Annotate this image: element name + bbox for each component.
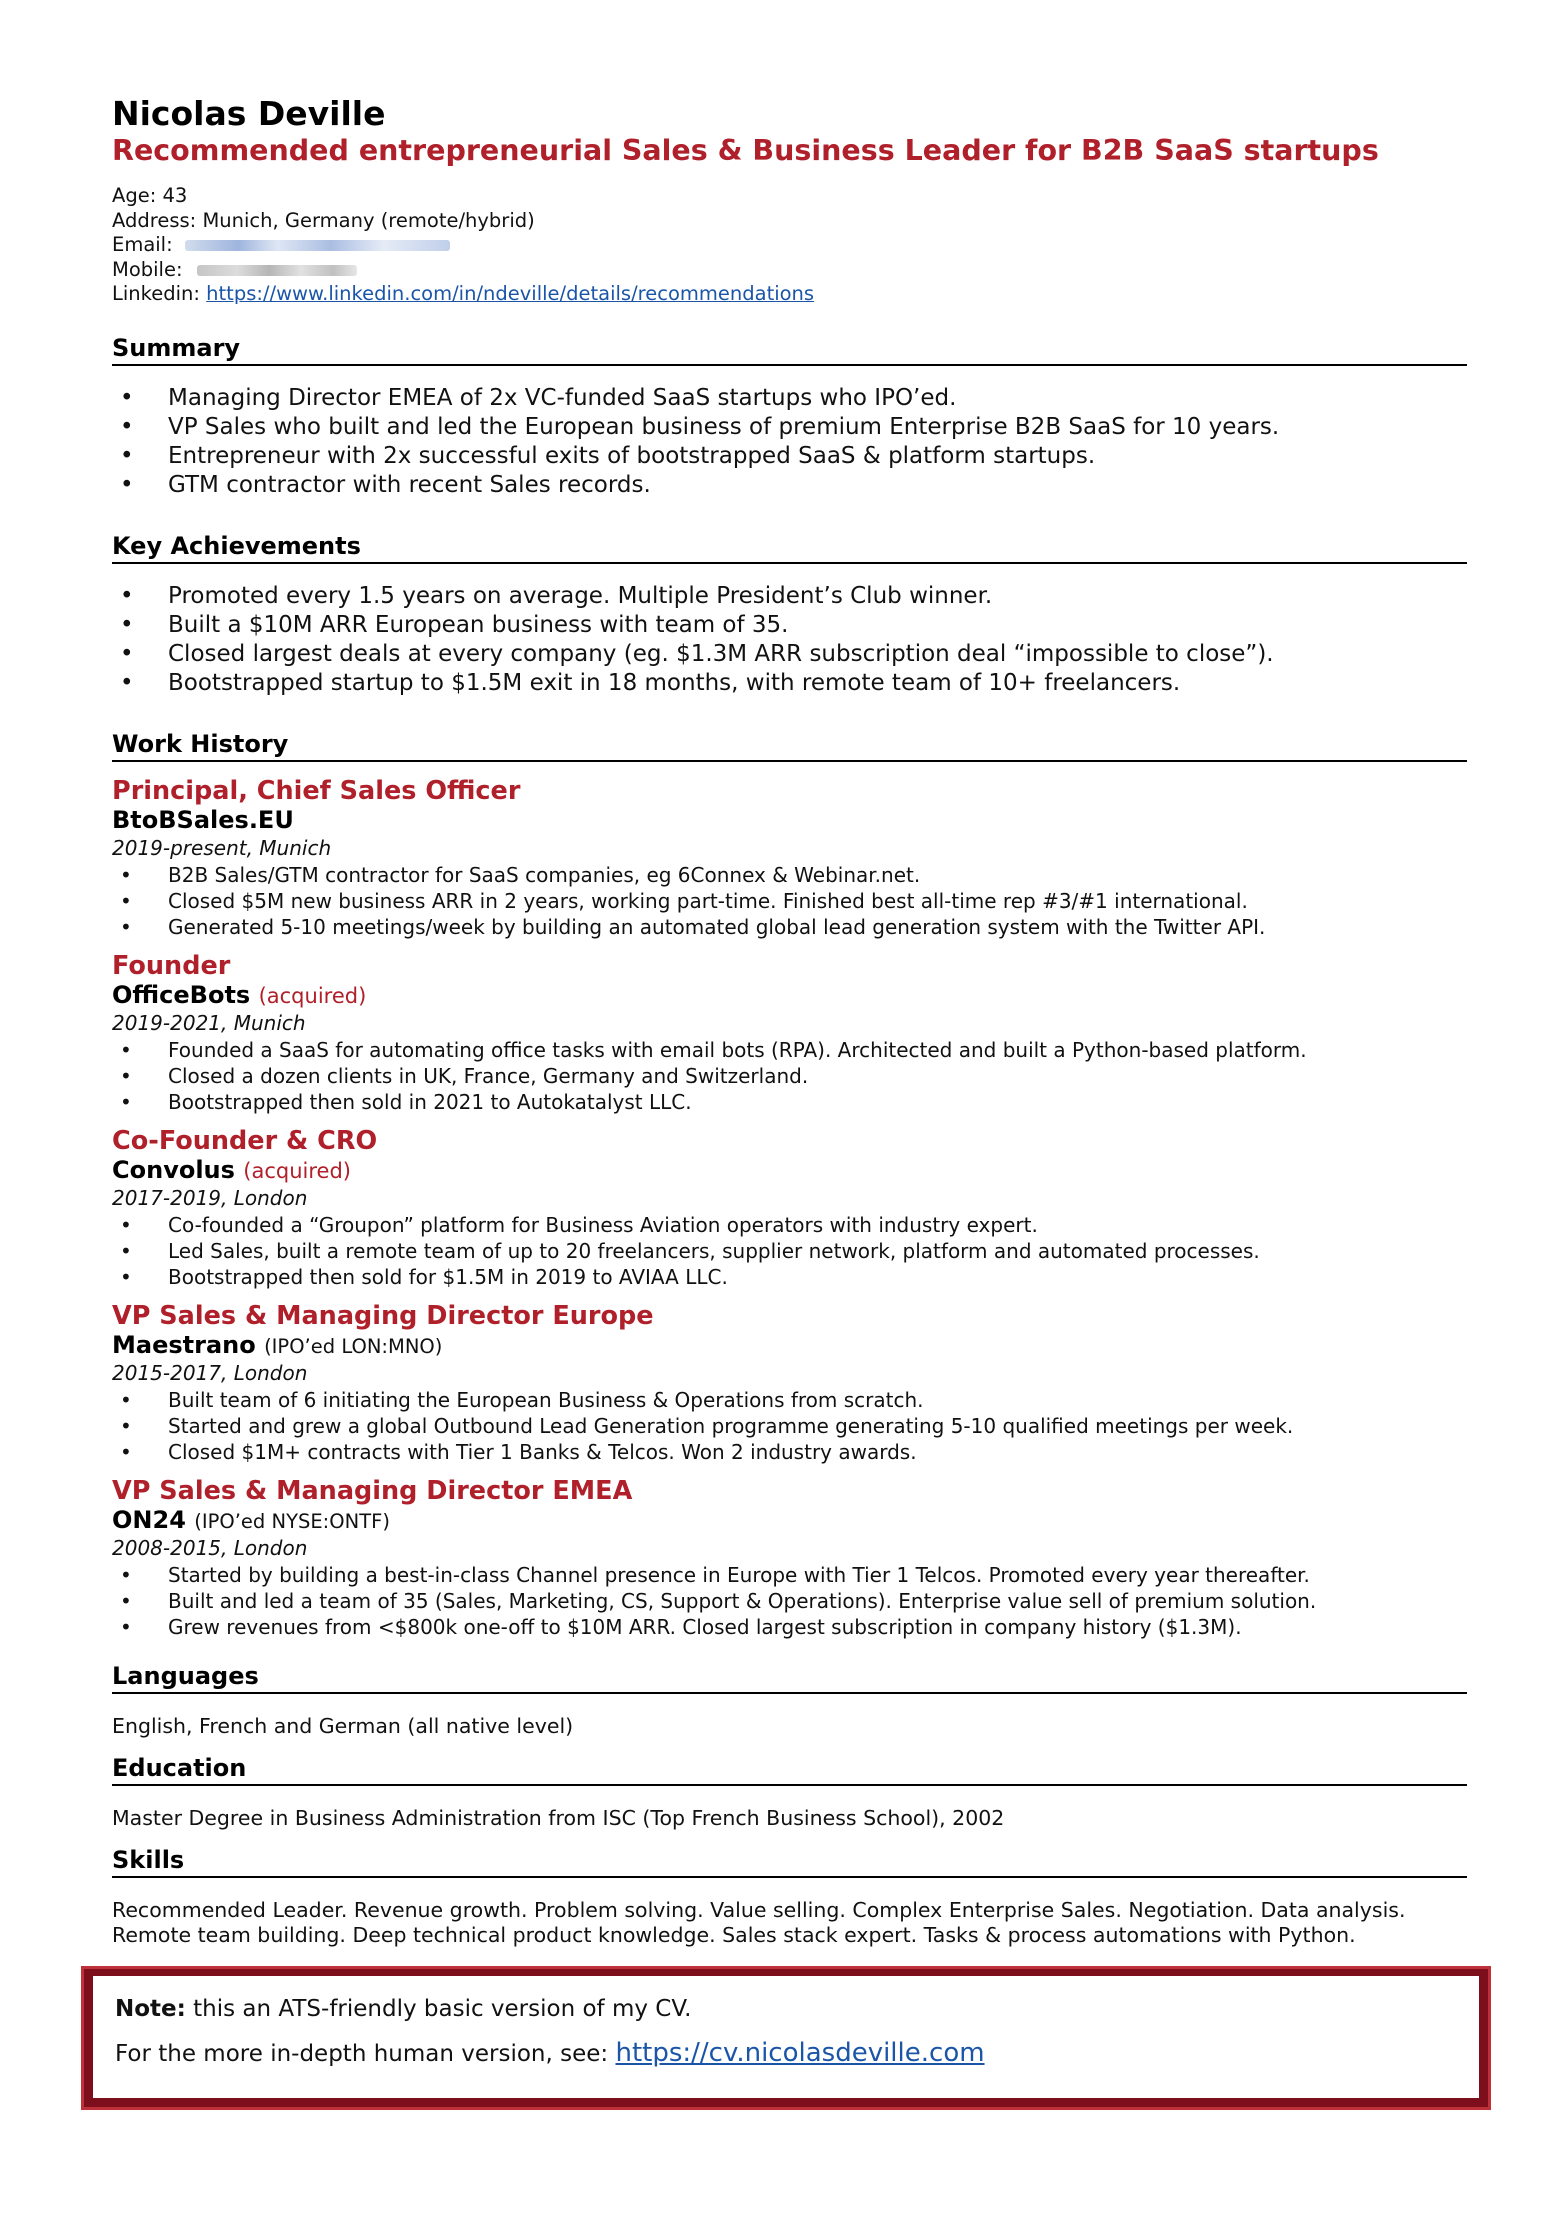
achievement-item: • Bootstrapped startup to $1.5M exit in 18 months, with remote team of 10+ freelancers. [110, 669, 1410, 698]
job-bullet: • Co-founded a “Groupon” platform for Business Aviation operators with industry expert. [110, 1212, 1430, 1238]
job-title: Principal, Chief Sales Officer [112, 776, 521, 806]
job-bullet: • Closed a dozen clients in UK, France, Germany and Switzerland. [110, 1063, 1430, 1089]
summary-item: • Managing Director EMEA of 2x VC-funded SaaS startups who IPO’ed. [110, 384, 1410, 413]
job-bullet: • Founded a SaaS for automating office tasks with email bots (RPA). Architected and built a Python-based platform. [110, 1037, 1430, 1063]
job-dates: 2008-2015, London [112, 1536, 308, 1560]
job-dates: 2019-present, Munich [112, 836, 332, 860]
contact-block [112, 184, 814, 307]
cv-website-link[interactable]: https://cv.nicolasdeville.com [615, 2038, 985, 2068]
job-bullet: • Started and grew a global Outbound Lead Generation programme generating 5-10 qualified meetings per week. [110, 1413, 1430, 1439]
age-row: Age: 43 [112, 184, 188, 207]
note-box [81, 1966, 1491, 2110]
skills-heading: Skills [112, 1846, 1467, 1878]
company-line [112, 1331, 442, 1359]
achievement-item: • Promoted every 1.5 years on average. Multiple President’s Club winner. [110, 582, 1410, 611]
job-title: VP Sales & Managing Director Europe [112, 1301, 654, 1331]
job-dates: 2019-2021, Munich [112, 1011, 306, 1035]
job-bullets [110, 1387, 1430, 1465]
education-heading: Education [112, 1754, 1467, 1786]
achievements-list [110, 582, 1410, 698]
company-name: Convolus [112, 1156, 235, 1184]
summary-item: • GTM contractor with recent Sales records. [110, 471, 1410, 500]
redacted-email [185, 240, 450, 251]
email-row: Email: [112, 233, 814, 258]
languages-heading: Languages [112, 1662, 1467, 1694]
headline: Recommended entrepreneurial Sales & Business Leader for B2B SaaS startups [112, 134, 1379, 167]
company-name: ON24 [112, 1506, 186, 1534]
linkedin-row: Linkedin: https://www.linkedin.com/in/ndeville/details/recommendations [112, 282, 815, 305]
company-line [112, 1506, 390, 1534]
address-row: Address: Munich, Germany (remote/hybrid) [112, 208, 535, 232]
company-name: Maestrano [112, 1331, 256, 1359]
job-bullet: • Bootstrapped then sold for $1.5M in 2019 to AVIAA LLC. [110, 1264, 1430, 1290]
company-line [112, 1156, 351, 1184]
job-bullet: • Started by building a best-in-class Channel presence in Europe with Tier 1 Telcos. Promoted every year thereafter. [110, 1562, 1430, 1588]
languages-text: English, French and German (all native level) [112, 1714, 574, 1738]
job-dates: 2017-2019, London [112, 1186, 308, 1210]
note-content [93, 1976, 1479, 2098]
note-text: this an ATS-friendly basic version of my CV. [193, 1996, 692, 2022]
job-bullet: • Closed $5M new business ARR in 2 years, working part-time. Finished best all-time rep #3/#1 international. [110, 888, 1430, 914]
age-value: 43 [162, 184, 188, 207]
note-label: Note: [115, 1996, 186, 2022]
job-bullet: • Generated 5-10 meetings/week by building an automated global lead generation system with the Twitter API. [110, 914, 1430, 940]
job-bullets [110, 1212, 1430, 1290]
company-status-tag: (IPO’ed LON:MNO) [264, 1335, 443, 1358]
skills-line-1: Recommended Leader. Revenue growth. Problem solving. Value selling. Complex Enterprise Sales. Negotiation. Data analysis. [112, 1898, 1406, 1922]
job-dates: 2015-2017, London [112, 1361, 308, 1385]
note-line-2-text: For the more in-depth human version, see: [115, 2041, 609, 2067]
company-status-tag: (acquired) [243, 1159, 351, 1183]
company-name: BtoBSales.EU [112, 806, 294, 834]
company-name: OfficeBots [112, 981, 251, 1009]
linkedin-link[interactable]: https://www.linkedin.com/in/ndeville/details/recommendations [206, 282, 815, 305]
job-title: Co-Founder & CRO [112, 1126, 378, 1156]
job-bullet: • Bootstrapped then sold in 2021 to Autokatalyst LLC. [110, 1089, 1430, 1115]
redacted-mobile [197, 265, 357, 276]
note-line-2 [115, 2038, 1457, 2068]
job-bullet: • B2B Sales/GTM contractor for SaaS companies, eg 6Connex & Webinar.net. [110, 862, 1430, 888]
job-bullet: • Built and led a team of 35 (Sales, Marketing, CS, Support & Operations). Enterprise value sell of premium solution. [110, 1588, 1430, 1614]
summary-list [110, 384, 1410, 500]
mobile-row: Mobile: [112, 258, 814, 283]
achievement-item: • Closed largest deals at every company (eg. $1.3M ARR subscription deal “impossible to close”). [110, 640, 1410, 669]
job-bullets [110, 1562, 1430, 1640]
address-value: Munich, Germany (remote/hybrid) [202, 208, 535, 232]
job-title: VP Sales & Managing Director EMEA [112, 1476, 633, 1506]
note-line-1 [115, 1996, 1457, 2022]
summary-item: • Entrepreneur with 2x successful exits of bootstrapped SaaS & platform startups. [110, 442, 1410, 471]
summary-item: • VP Sales who built and led the European business of premium Enterprise B2B SaaS for 10 years. [110, 413, 1410, 442]
company-status-tag: (IPO’ed NYSE:ONTF) [194, 1510, 390, 1533]
company-status-tag: (acquired) [258, 984, 367, 1008]
company-line [112, 981, 366, 1009]
job-bullets [110, 862, 1430, 940]
company-line [112, 806, 294, 834]
job-title: Founder [112, 951, 231, 981]
candidate-name: Nicolas Deville [112, 94, 386, 133]
achievements-heading: Key Achievements [112, 532, 1467, 564]
summary-heading: Summary [112, 334, 1467, 366]
education-text: Master Degree in Business Administration from ISC (Top French Business School), 2002 [112, 1806, 1005, 1830]
work-history-heading: Work History [112, 730, 1467, 762]
job-bullet: • Closed $1M+ contracts with Tier 1 Banks & Telcos. Won 2 industry awards. [110, 1439, 1430, 1465]
job-bullets [110, 1037, 1430, 1115]
job-bullet: • Led Sales, built a remote team of up to 20 freelancers, supplier network, platform and automated processes. [110, 1238, 1430, 1264]
job-bullet: • Grew revenues from <$800k one-off to $10M ARR. Closed largest subscription in company history ($1.3M). [110, 1614, 1430, 1640]
job-bullet: • Built team of 6 initiating the European Business & Operations from scratch. [110, 1387, 1430, 1413]
achievement-item: • Built a $10M ARR European business with team of 35. [110, 611, 1410, 640]
skills-line-2: Remote team building. Deep technical product knowledge. Sales stack expert. Tasks & process automations with Python. [112, 1923, 1356, 1947]
